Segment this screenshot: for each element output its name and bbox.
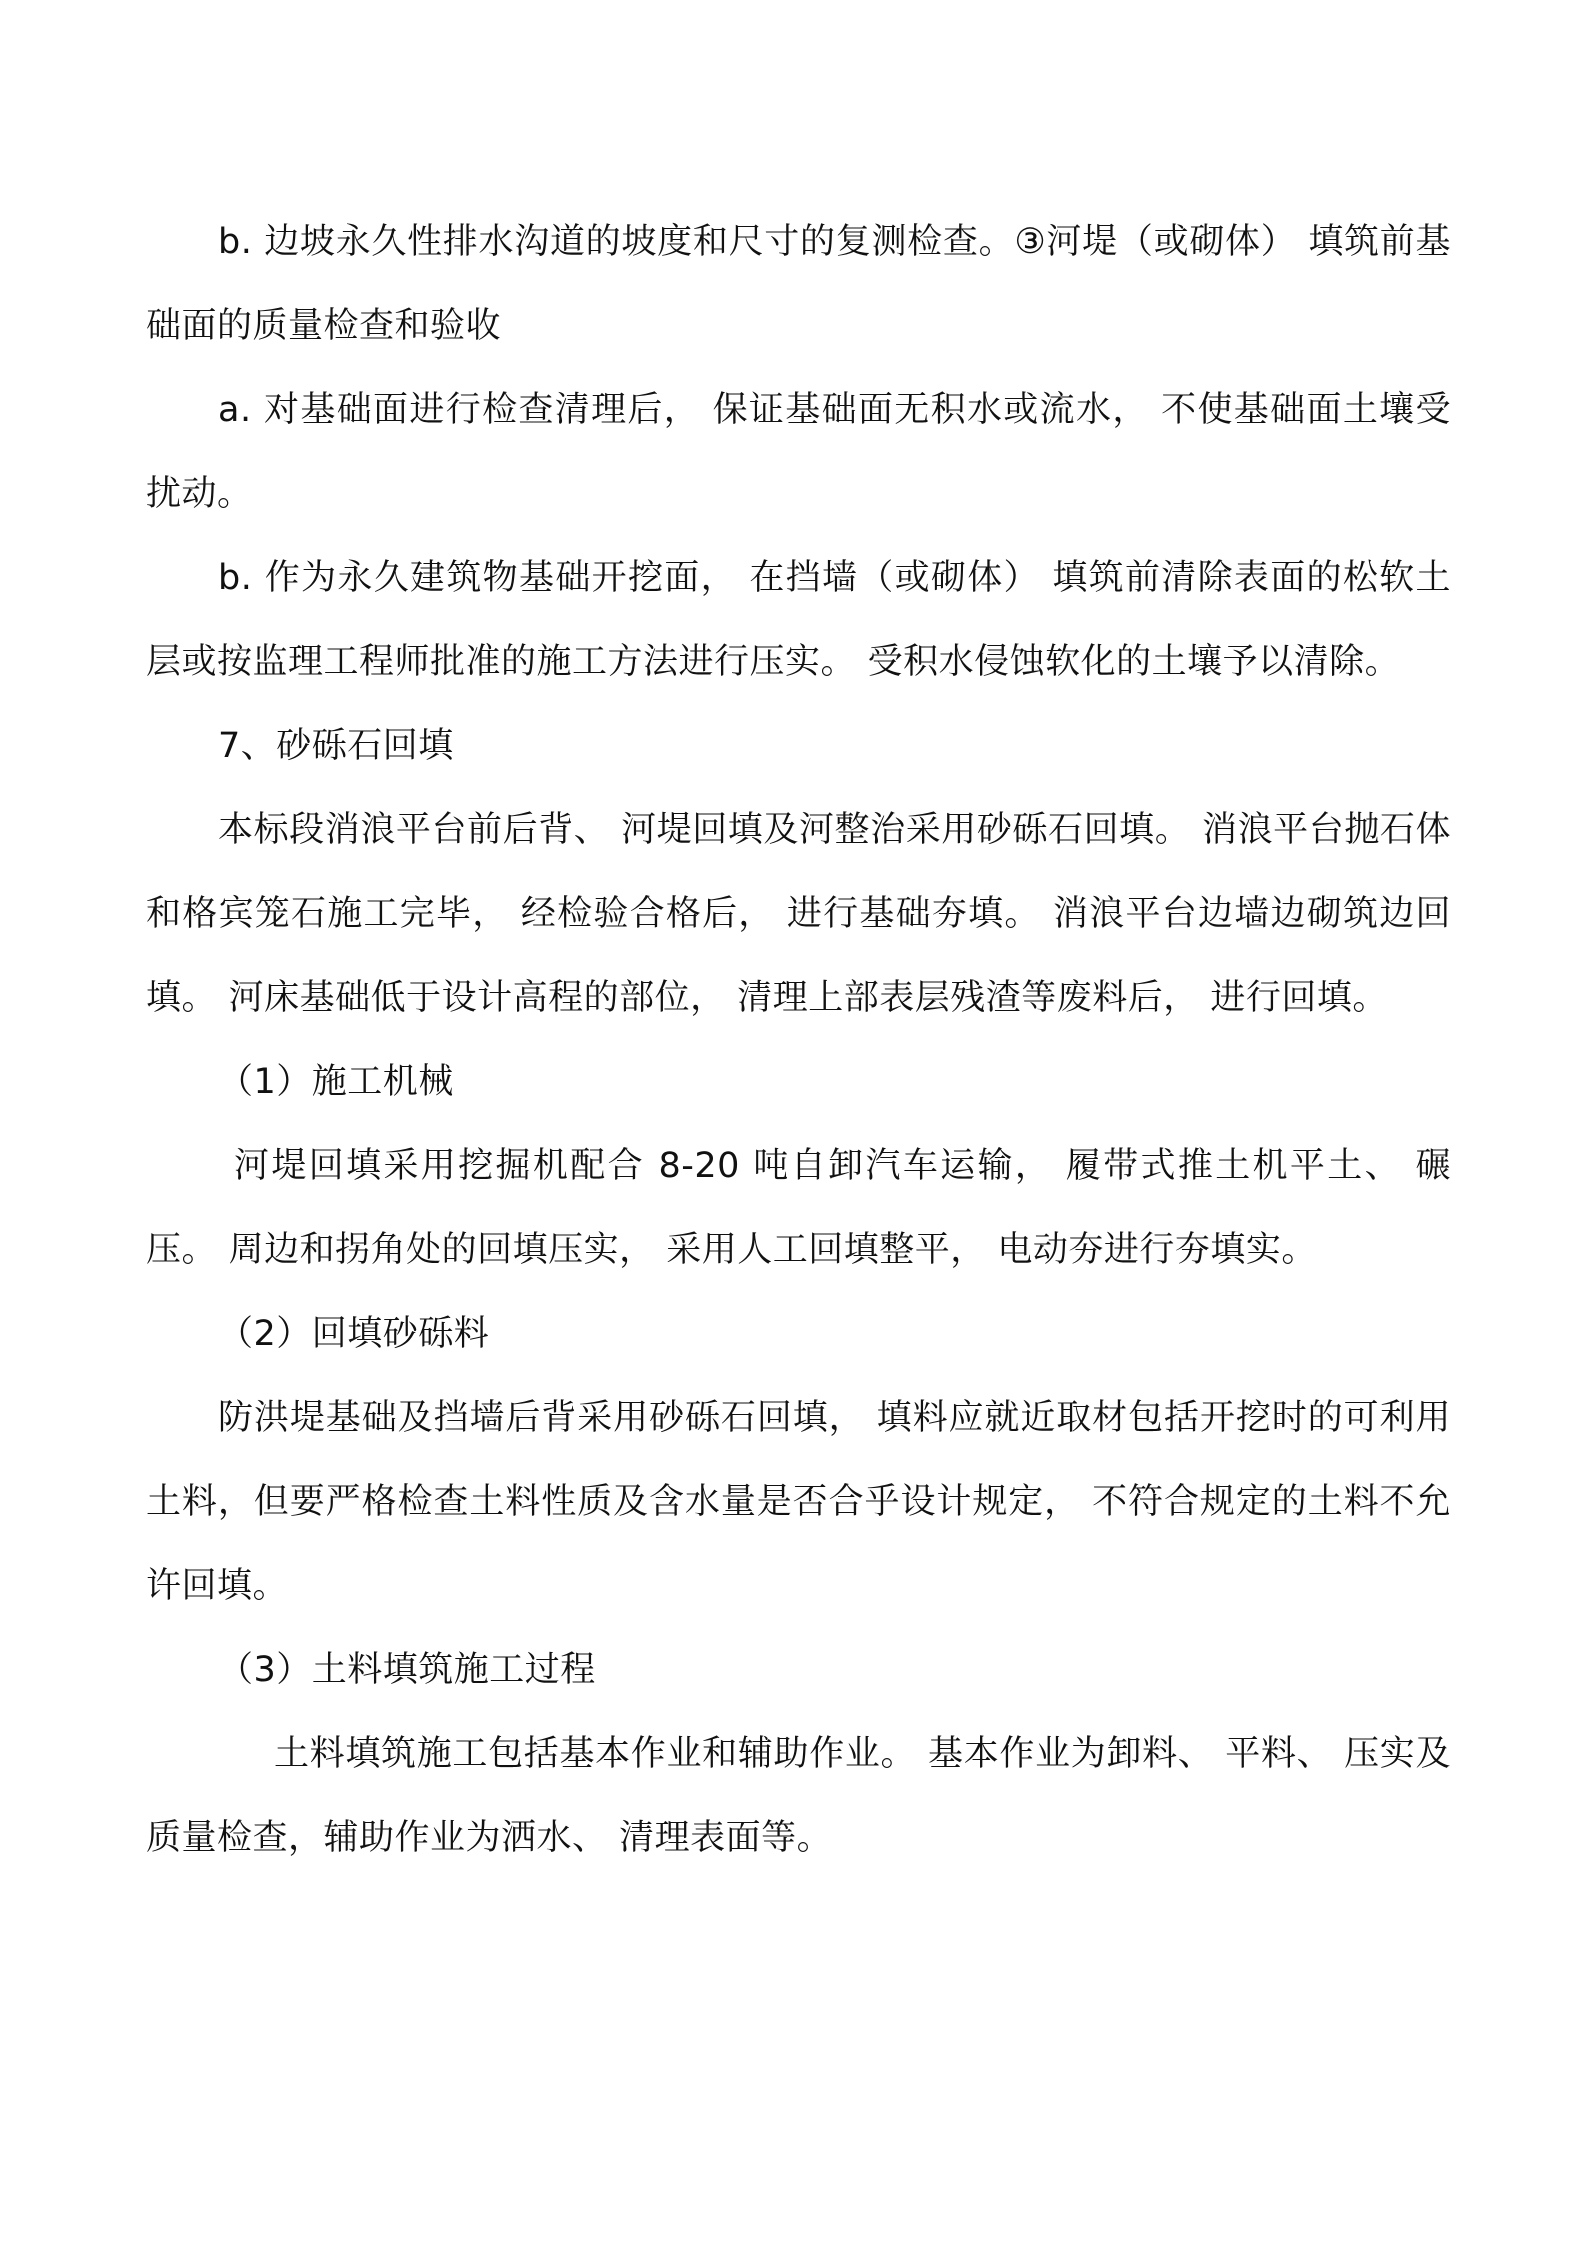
subheading-machinery: （1）施工机械	[218, 1062, 454, 1102]
subheading-filling-process: （3）土料填筑施工过程	[218, 1650, 596, 1690]
paragraph-machinery: 河堤回填采用挖掘机配合 8-20 吨自卸汽车运输， 履带式推土机平土、 碾压。 周边和拐角处的回填压实， 采用人工回填整平， 电动夯进行夯填实。	[146, 1146, 1451, 1270]
subheading-backfill-material: （2）回填砂砾料	[218, 1314, 490, 1354]
document-body	[146, 200, 1451, 1880]
section-heading-gravel-backfill: 7、砂砾石回填	[218, 726, 454, 766]
paragraph-foundation-clean: a. 对基础面进行检查清理后， 保证基础面无积水或流水， 不使基础面土壤受扰动。	[146, 390, 1451, 514]
paragraph-backfill-material: 防洪堤基础及挡墙后背采用砂砾石回填， 填料应就近取材包括开挖时的可利用土料，但要严格检查土料性质及含水量是否合乎设计规定， 不符合规定的土料不允许回填。	[146, 1398, 1451, 1606]
paragraph-foundation-excavation: b. 作为永久建筑物基础开挖面， 在挡墙（或砌体） 填筑前清除表面的松软土层或按监理工程师批准的施工方法进行压实。 受积水侵蚀软化的土壤予以清除。	[146, 558, 1451, 682]
paragraph-drainage-check: b. 边坡永久性排水沟道的坡度和尺寸的复测检查。③河堤（或砌体） 填筑前基础面的质量检查和验收	[146, 222, 1451, 346]
paragraph-backfill-overview: 本标段消浪平台前后背、 河堤回填及河整治采用砂砾石回填。 消浪平台抛石体和格宾笼石施工完毕， 经检验合格后， 进行基础夯填。 消浪平台边墙边砌筑边回填。 河床基础低于设计高程的部位， 清理上部表层残渣等废料后， 进行回填。	[146, 810, 1451, 1018]
paragraph-filling-process: 土料填筑施工包括基本作业和辅助作业。 基本作业为卸料、 平料、 压实及质量检查，辅助作业为洒水、 清理表面等。	[146, 1734, 1451, 1858]
